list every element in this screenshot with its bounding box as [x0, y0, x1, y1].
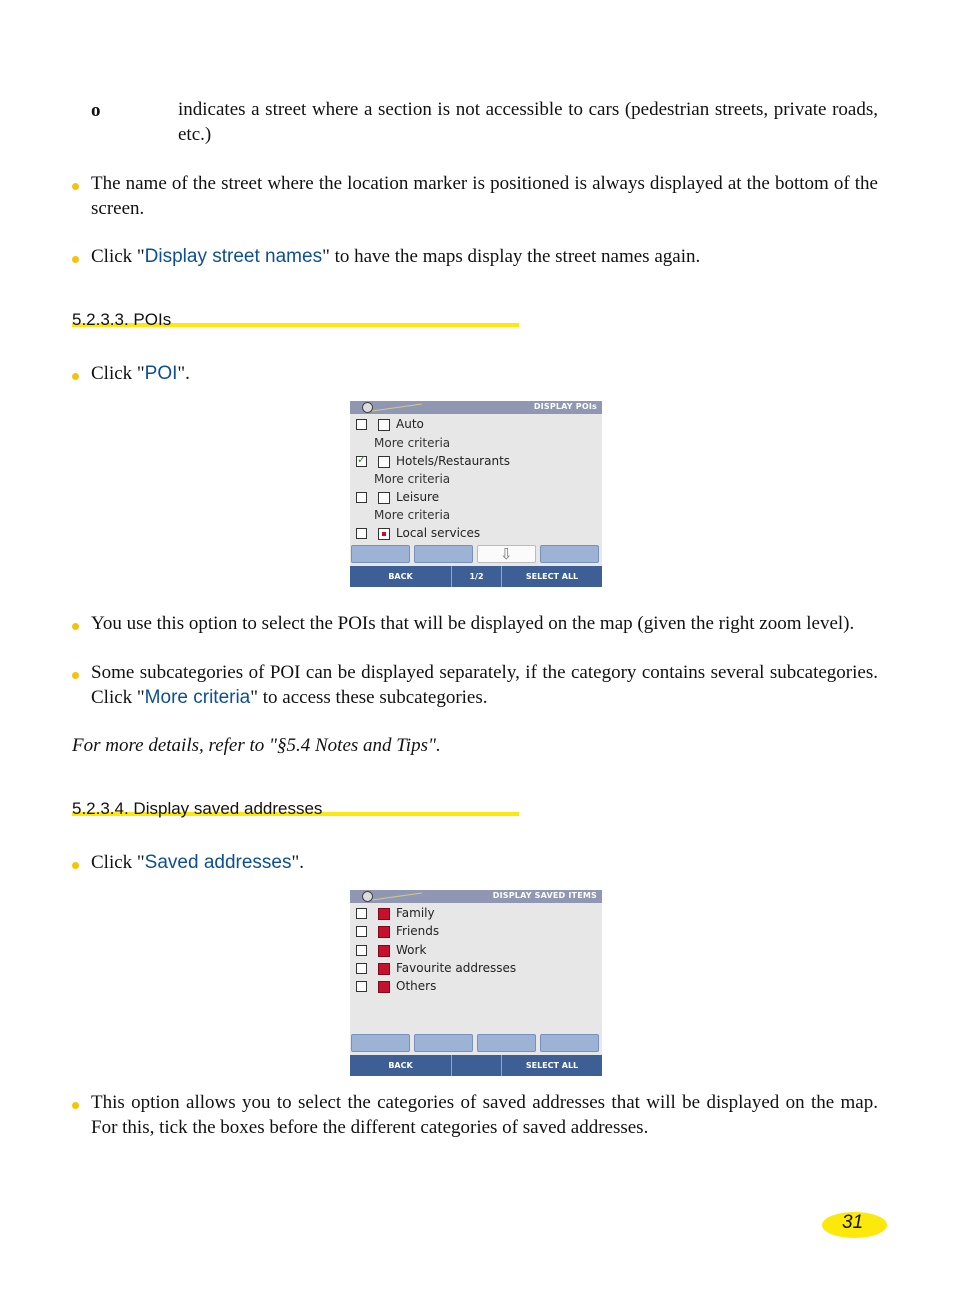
ui-label-display-street-names: Display street names — [144, 246, 323, 267]
bullet-saved-categories: This option allows you to select the categories of saved addresses that will be displayed on the map. For this, tick the boxes before the different categories of saved addresses. — [91, 1092, 878, 1138]
text-pre: Click " — [91, 246, 145, 267]
select-all-button[interactable]: SELECT ALL — [525, 1061, 579, 1070]
screen-titlebar — [350, 890, 602, 903]
bullet-poi-select: You use this option to select the POIs that will be displayed on the map (given the right zoom level). — [91, 613, 855, 634]
poi-row-label: Auto — [396, 417, 424, 431]
text-post: ". — [177, 363, 190, 384]
soft-button-1[interactable] — [351, 1034, 410, 1052]
decorative-line — [372, 404, 422, 412]
page-number: 31 — [842, 1212, 864, 1233]
leisure-icon — [378, 492, 390, 504]
checkbox[interactable] — [356, 926, 367, 937]
screen-bottom-bar — [350, 566, 602, 587]
text-pre: Click " — [91, 852, 145, 873]
back-button[interactable]: BACK — [388, 1061, 413, 1070]
checkbox[interactable] — [356, 492, 367, 503]
poi-row-label: Local services — [396, 526, 481, 540]
text-post: ". — [291, 852, 305, 873]
poi-row-hotels-restaurants[interactable] — [350, 453, 602, 471]
notes-reference: For more details, refer to "§5.4 Notes and Tips". — [72, 735, 441, 756]
star-icon — [378, 963, 390, 975]
soft-button-4[interactable] — [540, 545, 599, 563]
work-icon — [378, 945, 390, 957]
checkbox[interactable] — [356, 963, 367, 974]
saved-row-others[interactable] — [350, 978, 602, 996]
ui-label-more-criteria: More criteria — [144, 686, 251, 708]
back-button[interactable]: BACK — [388, 572, 413, 581]
click-saved-addresses — [91, 851, 878, 876]
intro-marker: o — [91, 100, 101, 121]
checkbox-checked[interactable] — [356, 456, 367, 467]
poi-row-label: Hotels/Restaurants — [396, 454, 511, 468]
checkbox[interactable] — [356, 981, 367, 992]
page-indicator: 1/2 — [469, 572, 484, 581]
poi-row-local-services[interactable] — [350, 525, 602, 543]
local-services-icon — [378, 528, 390, 540]
more-criteria-link[interactable]: More criteria — [374, 436, 451, 450]
others-icon — [378, 981, 390, 993]
text-pre: Click " — [91, 363, 145, 384]
screen-title: DISPLAY POIs — [533, 402, 597, 411]
poi-row-leisure[interactable] — [350, 489, 602, 507]
checkbox[interactable] — [356, 908, 367, 919]
screen-bottom-bar — [350, 1055, 602, 1076]
checkbox[interactable] — [356, 945, 367, 956]
heading-pois: 5.2.3.3. POIs — [72, 310, 172, 329]
decorative-line — [372, 893, 422, 901]
arrow-down-icon: ⇩ — [500, 545, 513, 563]
bullet-street-name-info: The name of the street where the location marker is positioned is always displayed at the bottom of the screen. — [91, 173, 878, 219]
car-icon — [378, 419, 390, 431]
heading-saved-addresses: 5.2.3.4. Display saved addresses — [72, 799, 323, 818]
select-all-button[interactable]: SELECT ALL — [525, 572, 579, 581]
checkbox[interactable] — [356, 528, 367, 539]
text-post: " to access these subcategories. — [250, 686, 488, 708]
more-criteria-link[interactable]: More criteria — [374, 508, 451, 522]
click-poi — [91, 362, 878, 387]
soft-button-3[interactable] — [477, 1034, 536, 1052]
display-pois-screen — [350, 401, 602, 587]
checkbox[interactable] — [356, 419, 367, 430]
saved-row-label: Others — [396, 979, 437, 993]
soft-button-2[interactable] — [414, 545, 473, 563]
more-criteria-link[interactable]: More criteria — [374, 472, 451, 486]
bullet-display-street-names — [91, 245, 878, 270]
screen-titlebar — [350, 401, 602, 414]
saved-row-friends[interactable] — [350, 923, 602, 941]
scroll-down-button[interactable] — [477, 545, 536, 563]
display-saved-items-screen — [350, 890, 602, 1076]
separator — [451, 1055, 452, 1076]
saved-row-work[interactable] — [350, 942, 602, 960]
saved-row-family[interactable] — [350, 905, 602, 923]
soft-button-1[interactable] — [351, 545, 410, 563]
soft-button-4[interactable] — [540, 1034, 599, 1052]
poi-row-label: Leisure — [396, 490, 440, 504]
text-pre: Some subcategories of POI can be displayed separately, if the category contains several subcategories. Click " — [91, 662, 878, 708]
ui-label-poi: POI — [144, 363, 178, 384]
page-number-badge — [822, 1212, 887, 1238]
soft-button-2[interactable] — [414, 1034, 473, 1052]
saved-row-label: Family — [396, 906, 435, 920]
saved-row-label: Work — [396, 943, 427, 957]
family-icon — [378, 908, 390, 920]
poi-row-auto[interactable] — [350, 416, 602, 434]
saved-row-label: Friends — [396, 924, 440, 938]
saved-row-favourite-addresses[interactable] — [350, 960, 602, 978]
ui-label-saved-addresses: Saved addresses — [144, 852, 292, 873]
saved-row-label: Favourite addresses — [396, 961, 517, 975]
screen-title: DISPLAY SAVED ITEMS — [492, 891, 597, 900]
bullet-poi-subcategories — [91, 661, 878, 710]
hotel-icon — [378, 456, 390, 468]
text-post: " to have the maps display the street names again. — [322, 246, 701, 267]
friends-icon — [378, 926, 390, 938]
intro-text: indicates a street where a section is not accessible to cars (pedestrian streets, private roads, etc.) — [178, 99, 878, 145]
